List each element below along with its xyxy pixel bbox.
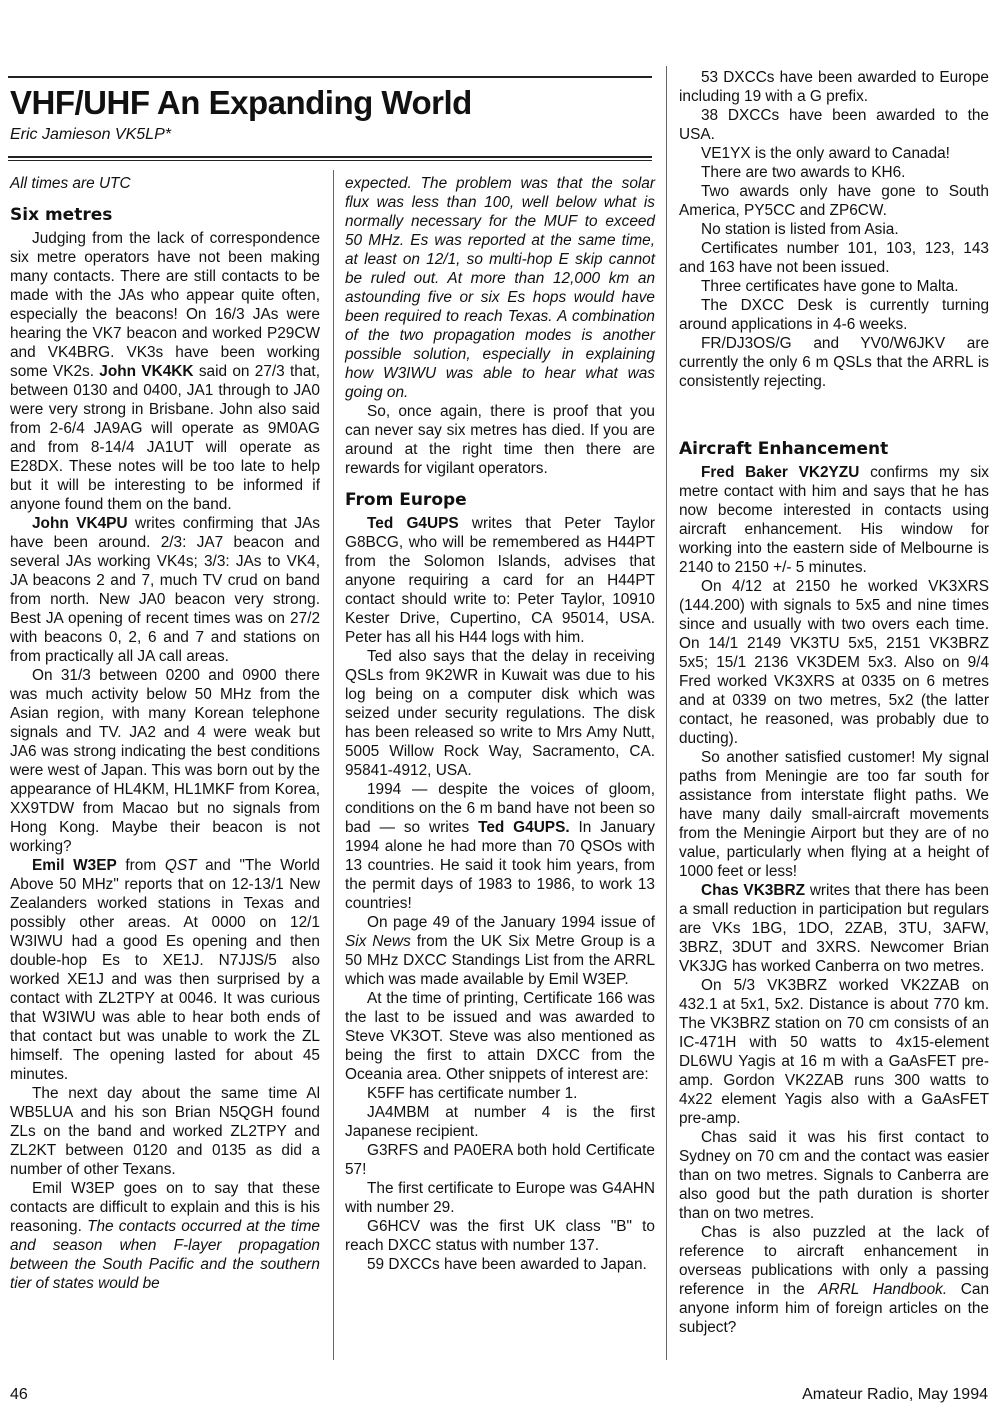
section-heading-aircraft-enhancement: Aircraft Enhancement [679, 439, 889, 459]
column-divider [666, 66, 667, 1360]
paragraph: Emil W3EP from QST and "The World Above 50 MHz" reports that on 12-13/1 New Zealanders worked stations in Texas and possibly other areas. At 0000 on 12/1 W3IWU had a good Es opening and then double-hop Es to XE1J. N7JJS/5 also worked XE1J and was then surprised by a contact with ZL2TPY at 0046. It was curious that W3IWU was able to hear both ends of that contact but was unable to work the ZL himself. The opening lasted for about 45 minutes. [10, 857, 320, 1083]
times-note: All times are UTC [10, 175, 131, 192]
column-divider [333, 170, 334, 1360]
paragraph: Chas is also puzzled at the lack of reference to aircraft enhancement in overseas publications with only a passing reference in the ARRL Handbook. Can anyone inform him of foreign articles on the subject? [679, 1224, 990, 1336]
paragraph: expected. The problem was that the solar flux was less than 100, well below what is normally necessary for the MUF to exceed 50 MHz. Es was reported at the same time, at least on 12/1, so multi-hop E skip cannot be ruled out. At more than 12,000 km an astounding five or six Es hops would have been required to reach Texas. A combination of the two propagation modes is another possible solution, especially in explaining how W3IWU was able to hear what was going on. [345, 175, 655, 401]
paragraph: Three certificates have gone to Malta. [701, 278, 959, 295]
header-rule-thin [8, 160, 652, 161]
article-title: VHF/UHF An Expanding World [10, 84, 472, 121]
paragraph: On 4/12 at 2150 he worked VK3XRS (144.200) with signals to 5x5 and nine times since and usually with two overs each time. On 14/1 2149 VK3TU 5x5, 2151 VK3BRZ 5x5; 15/1 2136 VK3DEM 5x3. Also on 9/4 Fred worked VK3XRS at 0335 on 6 metres and at 0339 on two metres, 5x2 (the latter contact, he reasoned, was probably due to ducting). [679, 578, 989, 747]
paragraph: Two awards only have gone to South America, PY5CC and ZP6CW. [679, 183, 989, 219]
spacer [679, 391, 989, 427]
header-rule-top [8, 76, 652, 78]
paragraph: No station is listed from Asia. [701, 221, 899, 238]
paragraph: 38 DXCCs have been awarded to the USA. [679, 107, 989, 143]
paragraph: JA4MBM at number 4 is the first Japanese recipient. [345, 1104, 655, 1140]
paragraph: VE1YX is the only award to Canada! [701, 145, 950, 162]
paragraph: Fred Baker VK2YZU confirms my six metre contact with him and says that he has now become interested in contacts using aircraft enhancement. His window for working into the eastern side of Melbourne is 2140 to 2150 +/- 5 minutes. [679, 464, 989, 576]
paragraph: Certificates number 101, 103, 123, 143 and 163 have not been issued. [679, 240, 989, 276]
paragraph: Chas VK3BRZ writes that there has been a small reduction in participation but regulars are VKs 1BG, 1DO, 2ZAB, 3TU, 3AFW, 3BRZ, 3DUT and 3XRS. Newcomer Brian VK3JG has worked Canberra on two metres. [679, 882, 989, 975]
column-2 [345, 174, 655, 1274]
paragraph: G3RFS and PA0ERA both hold Certificate 57! [345, 1142, 655, 1178]
column-3 [679, 68, 989, 1337]
paragraph: 59 DXCCs have been awarded to Japan. [367, 1256, 647, 1273]
paragraph: 1994 — despite the voices of gloom, conditions on the 6 m band have not been so bad — so writes Ted G4UPS. In January 1994 alone he had more than 70 QSOs with 13 countries. He said it took him years, from the permit days of 1983 to 1986, to work 13 countries! [345, 781, 655, 912]
paragraph: So another satisfied customer! My signal paths from Meningie are too far south for assistance from interstate flight paths. We have many daily small-aircraft movements from the Meningie Airport but they are of no value, particularly when flying at a height of 1000 feet or less! [679, 749, 989, 880]
paragraph: Chas said it was his first contact to Sydney on 70 cm and the contact was easier than on two metres. Signals to Canberra are also good but the path duration is shorter than on two metres. [679, 1129, 989, 1222]
paragraph: Judging from the lack of correspondence six metre operators have not been making many contacts. There are still contacts to be made with the JAs who appear quite often, especially the beacons! On 16/3 JAs were hearing the VK7 beacon and worked P29CW and VK4BRG. VK3s have been working some VK2s. John VK4KK said on 27/3 that, between 0130 and 0400, JA1 through to JA0 were very strong in Brisbane. John also said from 2-6/4 JA9AG will operate as 9M0AG and from 8-14/4 JA1UT will operate as E28DX. These notes will be too late to help but it will be interesting to be informed if anyone found them on the band. [10, 230, 320, 513]
paragraph: So, once again, there is proof that you can never say six metres has died. If you are around at the right time then there are rewards for vigilant operators. [345, 403, 655, 477]
paragraph: John VK4PU writes confirming that JAs have been around. 2/3: JA7 beacon and several JAs working VK4s; 3/3: JAs to VK4, JA beacons 2 and 7, much TV crud on band from north. New JA0 beacon very strong. Best JA opening of recent times was on 27/2 with beacons 0, 2, 6 and 7 and stations on from practically all JA call areas. [10, 515, 320, 665]
paragraph: K5FF has certificate number 1. [367, 1085, 578, 1102]
paragraph: There are two awards to KH6. [701, 164, 906, 181]
paragraph: Ted also says that the delay in receiving QSLs from 9K2WR in Kuwait was due to his log being on a computer disk which was seized under security regulations. The disk has been released so write to Mrs Amy Nutt, 5005 Willow Rock Way, Sacramento, CA. 95841-4912, USA. [345, 648, 655, 779]
paragraph: Ted G4UPS writes that Peter Taylor G8BCG, who will be remembered as H44PT from the Solomon Islands, advises that anyone requiring a card for an H44PT contact should write to: Peter Taylor, 10910 Kester Drive, Cupertino, CA 95014, USA. Peter has all his H44 logs with him. [345, 515, 656, 646]
page-number: 46 [10, 1386, 28, 1403]
paragraph: Emil W3EP goes on to say that these contacts are difficult to explain and this is his reasoning. The contacts occurred at the time and season when F-layer propagation between the South Pacific and the southern tier of states would be [10, 1180, 320, 1292]
paragraph: On page 49 of the January 1994 issue of Six News from the UK Six Metre Group is a 50 MHz DXCC Standings List from the ARRL which was made available by Emil W3EP. [345, 914, 655, 988]
paragraph: 53 DXCCs have been awarded to Europe including 19 with a G prefix. [679, 69, 989, 105]
section-heading-from-europe: From Europe [345, 490, 467, 510]
paragraph: The next day about the same time Al WB5LUA and his son Brian N5QGH found ZLs on the band and worked ZL2TPY and ZL2KT between 0120 and 0135 as did a number of other Texans. [10, 1085, 320, 1178]
paragraph: G6HCV was the first UK class "B" to reach DXCC status with number 137. [345, 1218, 655, 1254]
paragraph: On 31/3 between 0200 and 0900 there was much activity below 50 MHz from the Asian region, with many Korean telephone signals and TV. JA2 and 4 were weak but JA6 was strong indicating the best conditions were west of Japan. This was born out by the appearance of HL4KM, HL1MKF from Korea, XX9TDW from Macao but no signals from Hong Kong. Maybe their beacon is not working? [10, 667, 320, 855]
paragraph: The first certificate to Europe was G4AHN with number 29. [345, 1180, 655, 1216]
paragraph: On 5/3 VK3BRZ worked VK2ZAB on 432.1 at 5x1, 5x2. Distance is about 770 km. The VK3BRZ station on 70 cm consists of an IC-471H with 50 watts to 4x15-element DL6WU Yagis at 16 m with a GaAsFET pre-amp. Gordon VK2ZAB runs 300 watts to 4x22 element Yagis also with a GaAsFET pre-amp. [679, 977, 989, 1127]
paragraph: The DXCC Desk is currently turning around applications in 4-6 weeks. [679, 297, 989, 333]
column-1 [10, 174, 320, 1293]
section-heading-six-metres: Six metres [10, 205, 113, 225]
article-author: Eric Jamieson VK5LP* [10, 126, 171, 143]
paragraph: At the time of printing, Certificate 166 was the last to be issued and was awarded to Steve VK3OT. Steve was also mentioned as being the first to attain DXCC from the Oceania area. Other snippets of interest are: [345, 990, 655, 1083]
publication-footer: Amateur Radio, May 1994 [802, 1386, 988, 1403]
paragraph: FR/DJ3OS/G and YV0/W6JKV are currently the only 6 m QSLs that the ARRL is consistently rejecting. [679, 335, 989, 390]
header-rule-bottom [8, 156, 652, 158]
